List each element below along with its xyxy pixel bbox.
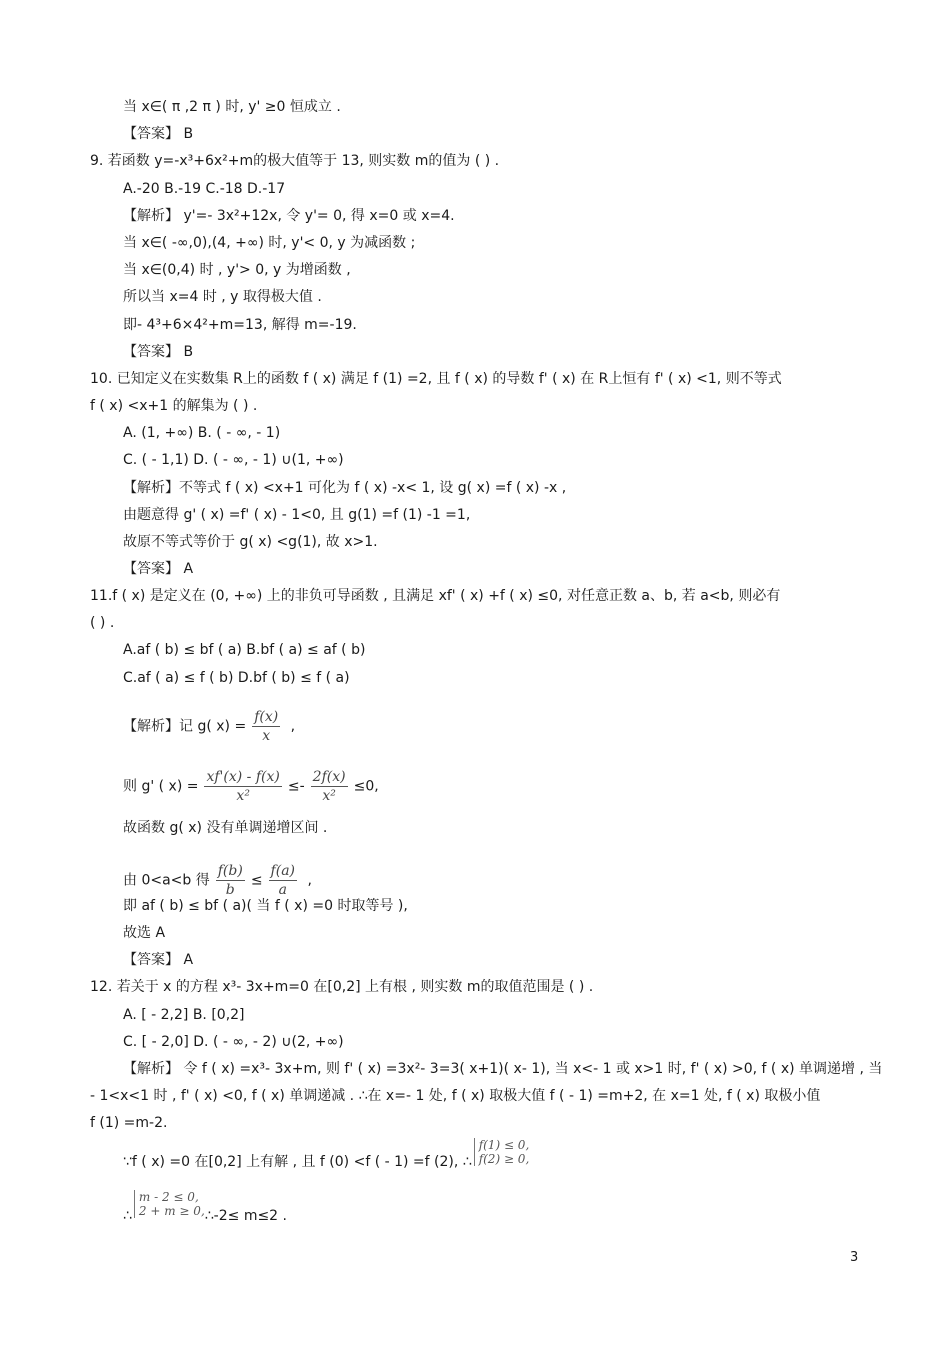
text-line-l28: 即 af ( b) ≤ bf ( a)( 当 f ( x) =0 时取等号 ), — [123, 898, 408, 914]
numerator-1: f(b) — [217, 863, 243, 879]
middle-sign: ≤- — [287, 778, 305, 795]
text-line-l22: C.af ( a) ≤ f ( b) D.bf ( b) ≤ f ( a) — [123, 670, 350, 686]
fraction — [252, 708, 280, 745]
text-line-l26: 故函数 g( x) 没有单调递增区间 . — [123, 820, 328, 836]
text-line-l13: A. (1, +∞) B. ( - ∞, - 1) — [123, 425, 281, 441]
text-line-l29: 故选 A — [123, 925, 166, 941]
solution-result — [123, 1190, 287, 1230]
denominator: x — [262, 728, 271, 744]
system-row-2: f(2) ≥ 0, — [478, 1152, 530, 1166]
text-line-l7: 当 x∈(0,4) 时 , y'> 0, y 为增函数 , — [123, 262, 351, 278]
text-line-l31: 12. 若关于 x 的方程 x³- 3x+m=0 在[0,2] 上有根 , 则实数 m的取值范围是 ( ) . — [90, 979, 594, 995]
text-line-l20: ( ) . — [90, 615, 115, 631]
text-line-l10: 【答案】 B — [123, 344, 194, 360]
suffix: ≤0, — [353, 778, 379, 795]
system-row-2: 2 + m ≥ 0, — [138, 1204, 205, 1218]
text-line-l18: 【答案】 A — [123, 561, 194, 577]
text-line-l1: 当 x∈( π ,2 π ) 时, y' ≥0 恒成立 . — [123, 99, 341, 115]
text-line-l19: 11.f ( x) 是定义在 (0, +∞) 上的非负可导函数 , 且满足 xf' ( x) +f ( x) ≤0, 对任意正数 a、b, 若 a<b, 则必有 — [90, 588, 781, 604]
system-of-inequalities-1 — [474, 1138, 530, 1166]
text-line-l2: 【答案】 B — [123, 126, 194, 142]
solution-condition — [123, 1138, 530, 1176]
derivative-g — [123, 768, 379, 805]
text-line-l6: 当 x∈( -∞,0),(4, +∞) 时, y'< 0, y 为减函数 ; — [123, 235, 416, 251]
text-line-l34: 【解析】 令 f ( x) =x³- 3x+m, 则 f' ( x) =3x²- 3=3( x+1)( x- 1), 当 x<- 1 或 x>1 时, f' ( x) >0, f ( x) 单调递增 , 当 — [123, 1061, 883, 1077]
text-line-l35: - 1<x<1 时 , f' ( x) <0, f ( x) 单调递减 . ∴在 x=- 1 处, f ( x) 取极大值 f ( - 1) =m+2, 在 x=1 处, f ( x) 取极小值 — [90, 1088, 821, 1104]
text-line-l9: 即- 4³+6×4²+m=13, 解得 m=-19. — [123, 317, 357, 333]
denominator-2: a — [278, 882, 287, 898]
analysis-g-definition — [123, 708, 295, 745]
text-line-l3: 9. 若函数 y=-x³+6x²+m的极大值等于 13, 则实数 m的值为 ( ) . — [90, 153, 500, 169]
prefix: ∴ — [123, 1208, 132, 1224]
inequality-ab — [123, 862, 312, 899]
prefix: ∵f ( x) =0 在[0,2] 上有解 , 且 f (0) <f ( - 1) =f (2), ∴ — [123, 1154, 472, 1170]
prefix: 由 0<a<b 得 — [123, 872, 210, 889]
text-line-l4: A.-20 B.-19 C.-18 D.-17 — [123, 181, 286, 197]
text-line-l36: f (1) =m-2. — [90, 1115, 168, 1131]
text-line-l8: 所以当 x=4 时 , y 取得极大值 . — [123, 289, 322, 305]
suffix: , — [286, 718, 296, 735]
fraction-2 — [269, 862, 297, 899]
text-line-l15: 【解析】不等式 f ( x) <x+1 可化为 f ( x) -x< 1, 设 g( x) =f ( x) -x , — [123, 480, 567, 496]
text-line-l16: 由题意得 g' ( x) =f' ( x) - 1<0, 且 g(1) =f (1) -1 =1, — [123, 507, 471, 523]
text-line-l30: 【答案】 A — [123, 952, 194, 968]
text-line-l11: 10. 已知定义在实数集 R上的函数 f ( x) 满足 f (1) =2, 且 f ( x) 的导数 f' ( x) 在 R上恒有 f' ( x) <1, 则不等式 — [90, 371, 782, 387]
fraction-1 — [216, 862, 245, 899]
system-row-1: f(1) ≤ 0, — [478, 1138, 530, 1152]
fraction-2 — [311, 768, 348, 805]
numerator-2: f(a) — [270, 863, 295, 879]
suffix: ∴-2≤ m≤2 . — [204, 1208, 287, 1224]
text-line-l14: C. ( - 1,1) D. ( - ∞, - 1) ∪(1, +∞) — [123, 452, 344, 468]
text-line-l32: A. [ - 2,2] B. [0,2] — [123, 1007, 245, 1023]
numerator-2: 2f(x) — [312, 769, 346, 785]
analysis-prefix: 【解析】记 g( x) = — [123, 718, 247, 735]
denominator-1: x² — [236, 788, 250, 804]
prefix: 则 g' ( x) = — [123, 778, 199, 795]
page-number: 3 — [850, 1250, 859, 1265]
fraction-1 — [204, 768, 281, 805]
suffix: , — [303, 872, 312, 889]
text-line-l33: C. [ - 2,0] D. ( - ∞, - 2) ∪(2, +∞) — [123, 1034, 344, 1050]
system-row-1: m - 2 ≤ 0, — [138, 1190, 199, 1204]
numerator: f(x) — [254, 709, 279, 725]
system-of-inequalities-2 — [134, 1190, 205, 1218]
text-line-l17: 故原不等式等价于 g( x) <g(1), 故 x>1. — [123, 534, 378, 550]
numerator-1: xf'(x) - f(x) — [206, 769, 280, 785]
denominator-2: x² — [322, 788, 336, 804]
text-line-l21: A.af ( b) ≤ bf ( a) B.bf ( a) ≤ af ( b) — [123, 642, 366, 658]
text-line-l5: 【解析】 y'=- 3x²+12x, 令 y'= 0, 得 x=0 或 x=4. — [123, 208, 455, 224]
text-line-l12: f ( x) <x+1 的解集为 ( ) . — [90, 398, 258, 414]
middle-sign: ≤ — [250, 872, 263, 889]
denominator-1: b — [225, 882, 235, 898]
